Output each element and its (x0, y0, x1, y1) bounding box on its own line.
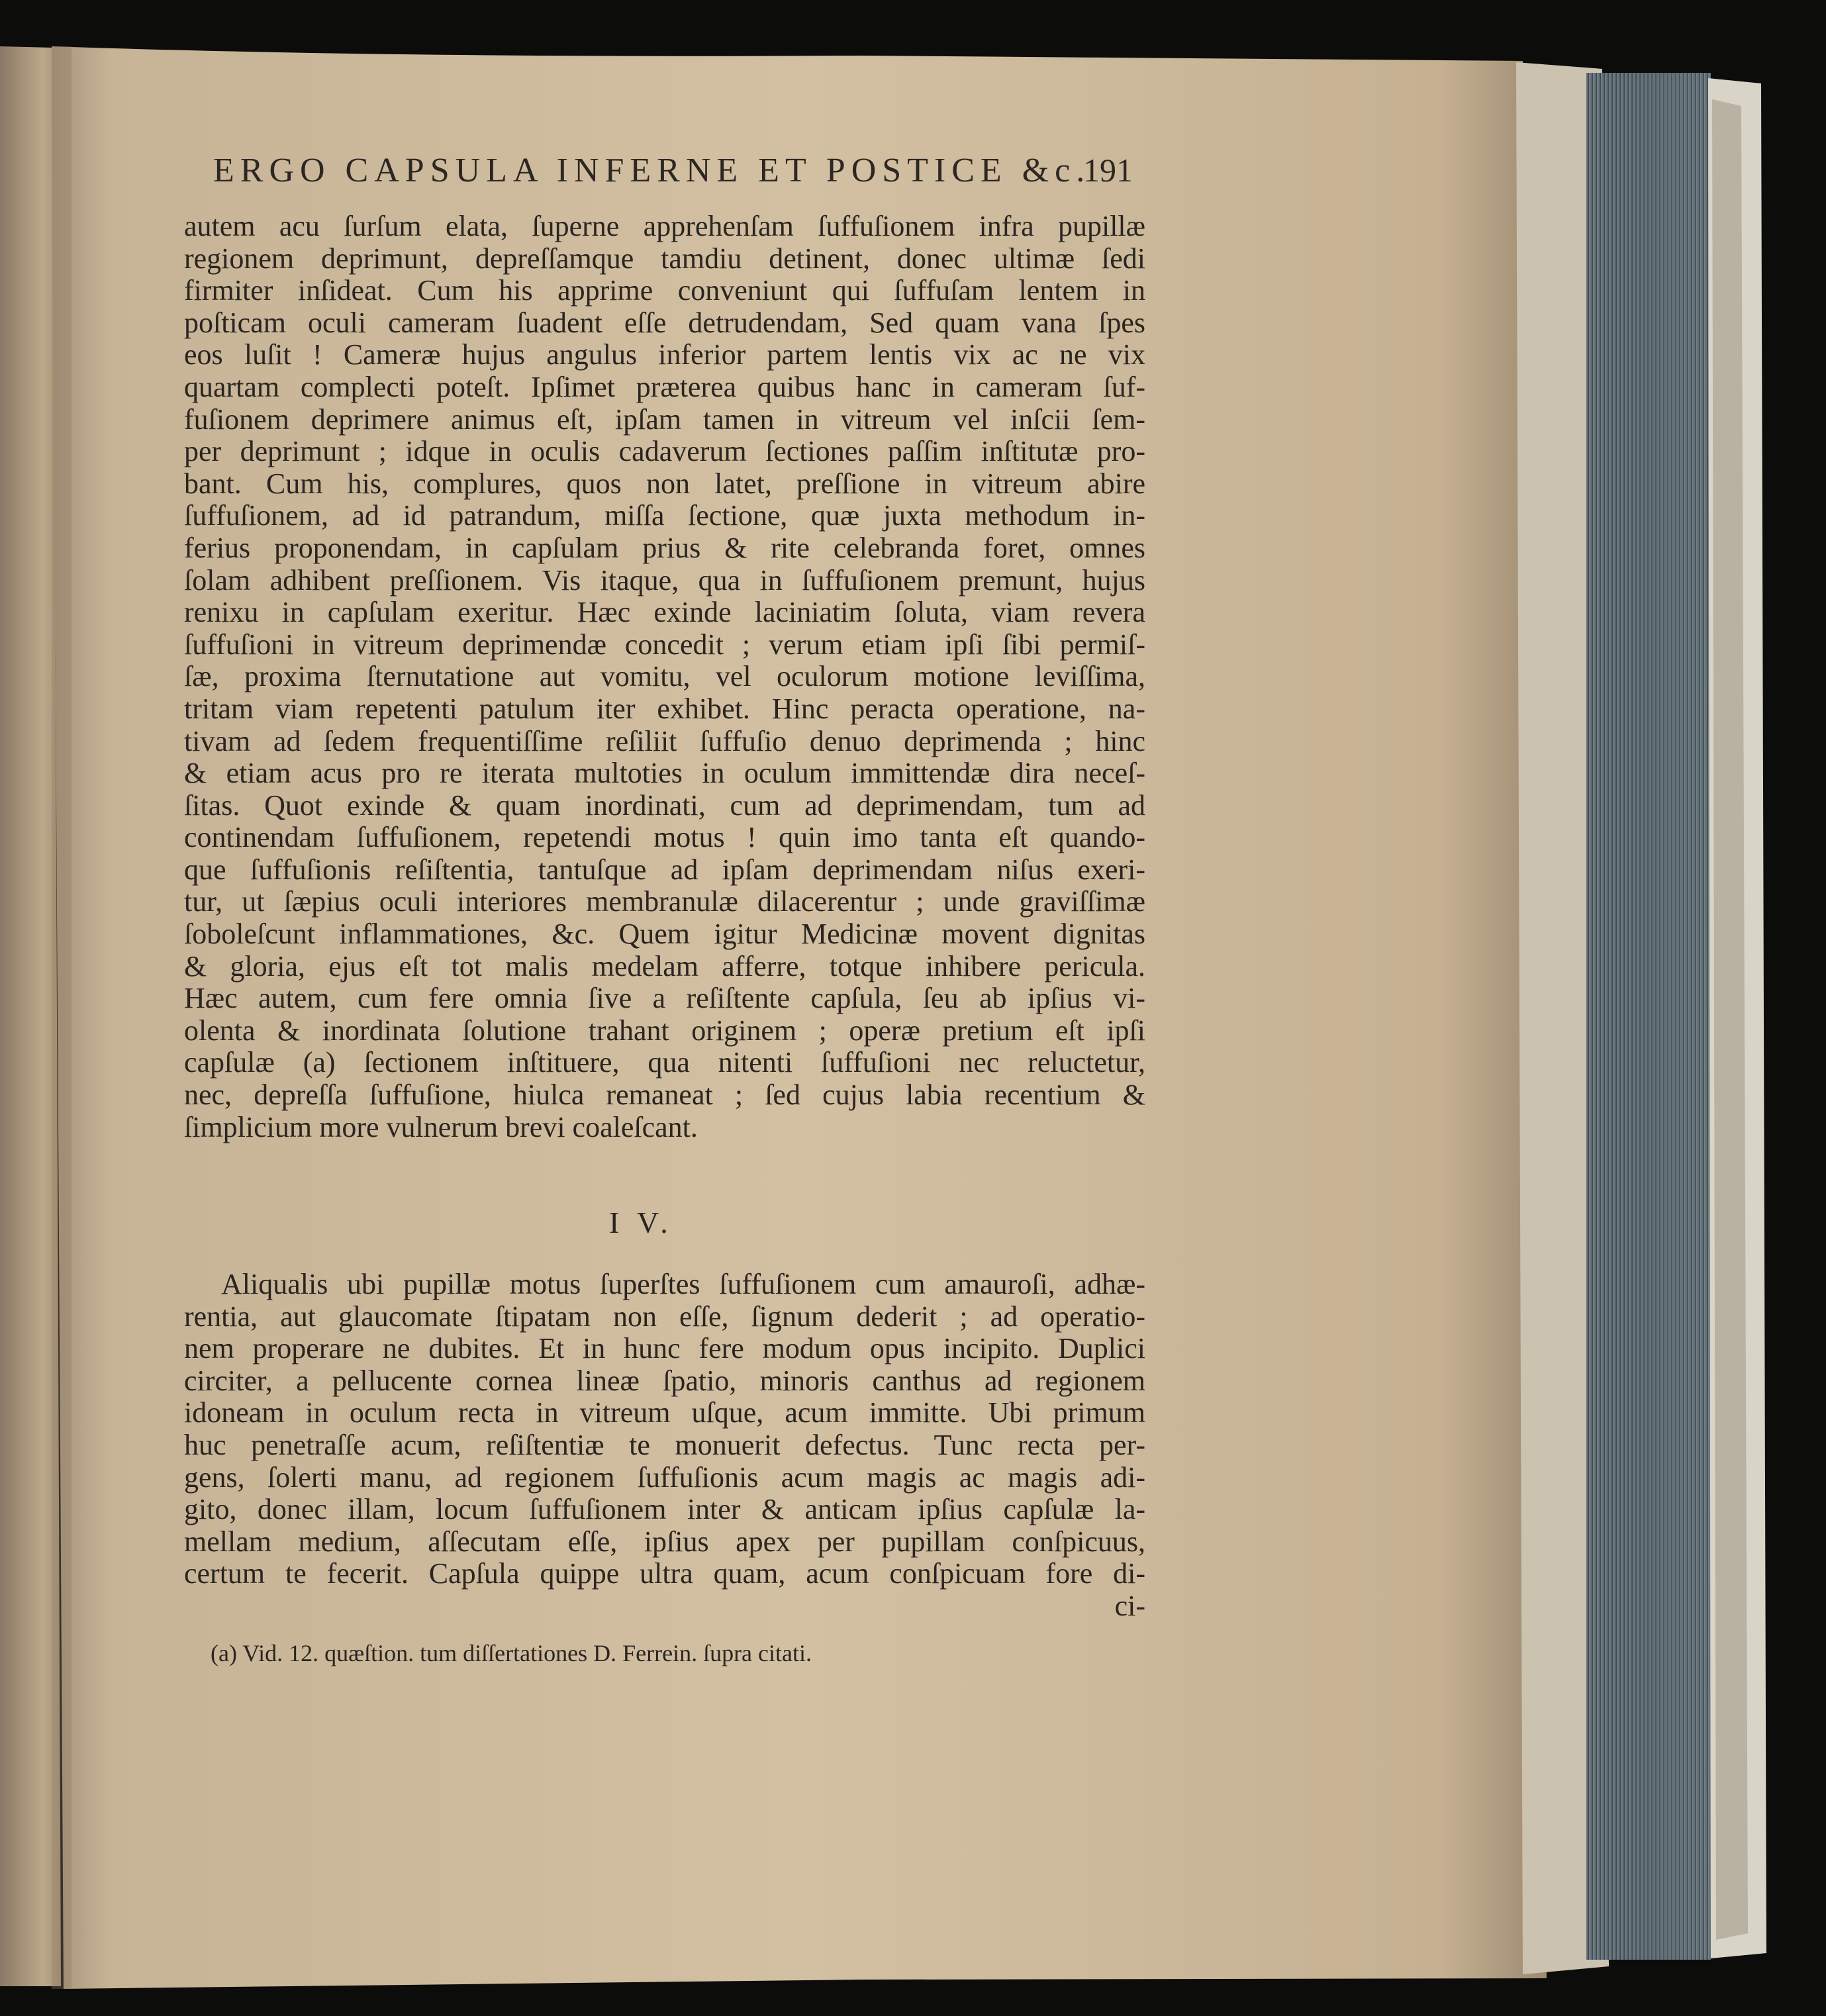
section-line: huc penetraſſe acum, reſiſtentiæ te monuerit defectus. Tunc recta per- (184, 1428, 1145, 1461)
section-line: rentia, aut glaucomate ſtipatam non eſſe, ſignum dederit ; ad operatio- (184, 1300, 1145, 1333)
section-line: circiter, a pellucente cornea lineæ ſpatio, minoris canthus ad regionem (184, 1364, 1145, 1397)
body-line: ſoboleſcunt inflammationes, &c. Quem igitur Medicinæ movent dignitas (184, 918, 1145, 951)
body-line: ſuffuſionem, ad id patrandum, miſſa ſectione, quæ juxta methodum in- (184, 499, 1145, 532)
running-head (213, 151, 1153, 190)
section-line: nem properare ne dubites. Et in hunc fere modum opus incipito. Duplici (184, 1332, 1145, 1365)
body-line: tritam viam repetenti patulum iter exhibet. Hinc peracta operatione, na- (184, 692, 1145, 725)
body-line: fuſionem deprimere animus eſt, ipſam tamen in vitreum vel inſcii ſem- (184, 403, 1145, 436)
body-line: bant. Cum his, complures, quos non latet, preſſione in vitreum abire (184, 467, 1145, 500)
body-text (184, 211, 1145, 1143)
body-line: renixu in capſulam exeritur. Hæc exinde laciniatim ſoluta, viam revera (184, 596, 1145, 629)
section-line: Aliqualis ubi pupillæ motus ſuperſtes ſuffuſionem cum amauroſi, adhæ- (221, 1268, 1145, 1300)
section-line: mellam medium, aſſecutam eſſe, ipſius apex per pupillam conſpicuus, (184, 1525, 1145, 1558)
body-line: & gloria, ejus eſt tot malis medelam afferre, totque inhibere pericula. (184, 949, 1145, 983)
section-line: gito, donec illam, locum ſuffuſionem inter & anticam ipſius capſulæ la- (184, 1493, 1145, 1526)
body-line: ſimplicium more vulnerum brevi coaleſcant. (184, 1110, 698, 1143)
section-line: idoneam in oculum recta in vitreum uſque, acum immitte. Ubi primum (184, 1396, 1145, 1429)
body-line: regionem deprimunt, depreſſamque tamdiu detinent, donec ultimæ ſedi (184, 242, 1145, 275)
body-line: & etiam acus pro re iterata multoties in oculum immittendæ dira neceſ- (184, 757, 1145, 790)
body-line: ſitas. Quot exinde & quam inordinati, cum ad deprimendam, tum ad (184, 789, 1145, 822)
body-line: ſæ, proxima ſternutatione aut vomitu, vel oculorum motione leviſſima, (184, 660, 1145, 693)
body-line: tivam ad ſedem frequentiſſime reſiliit ſuffuſio denuo deprimenda ; hinc (184, 724, 1145, 757)
section-text (184, 1269, 1145, 1623)
body-line: firmiter inſideat. Cum his apprime conveniunt qui ſuffuſam lentem in (184, 274, 1145, 307)
section-line: certum te fecerit. Capſula quippe ultra quam, acum conſpicuam fore di- (184, 1557, 1145, 1590)
body-line: poſticam oculi cameram ſuadent eſſe detrudendam, Sed quam vana ſpes (184, 306, 1145, 339)
body-line: que ſuffuſionis reſiſtentia, tantuſque ad ipſam deprimendam niſus exeri- (184, 853, 1145, 886)
body-line: Hæc autem, cum fere omnia ſive a reſiſtente capſula, ſeu ab ipſius vi- (184, 982, 1145, 1015)
body-line: quartam complecti poteſt. Ipſimet præterea quibus hanc in cameram ſuf- (184, 370, 1145, 403)
body-line: ſolam adhibent preſſionem. Vis itaque, qua in ſuffuſionem premunt, hujus (184, 563, 1145, 597)
body-line: autem acu ſurſum elata, ſuperne apprehenſam ſuffuſionem infra pupillæ (184, 210, 1145, 242)
section-line: gens, ſolerti manu, ad regionem ſuffuſionis acum magis ac magis adi- (184, 1461, 1145, 1494)
body-line: olenta & inordinata ſolutione trahant originem ; operæ pretium eſt ipſi (184, 1014, 1145, 1047)
running-head-title: ERGO CAPSULA INFERNE ET POSTICE &c. (213, 152, 1091, 189)
body-line: eos luſit ! Cameræ hujus angulus inferior partem lentis vix ac ne vix (184, 338, 1145, 371)
body-line: continendam ſuffuſionem, repetendi motus ! quin imo tanta eſt quando- (184, 821, 1145, 854)
body-line: per deprimunt ; idque in oculis cadaverum ſectiones paſſim inſtitutæ pro- (184, 435, 1145, 468)
page-number: 191 (1083, 152, 1133, 189)
body-line: tur, ut ſæpius oculi interiores membranulæ dilacerentur ; unde graviſſimæ (184, 885, 1145, 918)
body-line: ferius proponendam, in capſulam prius & rite celebranda foret, omnes (184, 531, 1145, 564)
body-line: nec, depreſſa ſuffuſione, hiulca remaneat ; ſed cujus labia recentium & (184, 1079, 1145, 1112)
footnote: (a) Vid. 12. quæſtion. tum diſſertationes D. Ferrein. ſupra citati. (211, 1640, 812, 1666)
section-heading: I V. (609, 1206, 673, 1239)
catchword: ci- (1114, 1589, 1145, 1622)
body-line: capſulæ (a) ſectionem inſtituere, qua nitenti ſuffuſioni nec reluctetur, (184, 1046, 1145, 1079)
body-line: ſuffuſioni in vitreum deprimendæ concedit ; verum etiam ipſi ſibi permiſ- (184, 628, 1145, 661)
